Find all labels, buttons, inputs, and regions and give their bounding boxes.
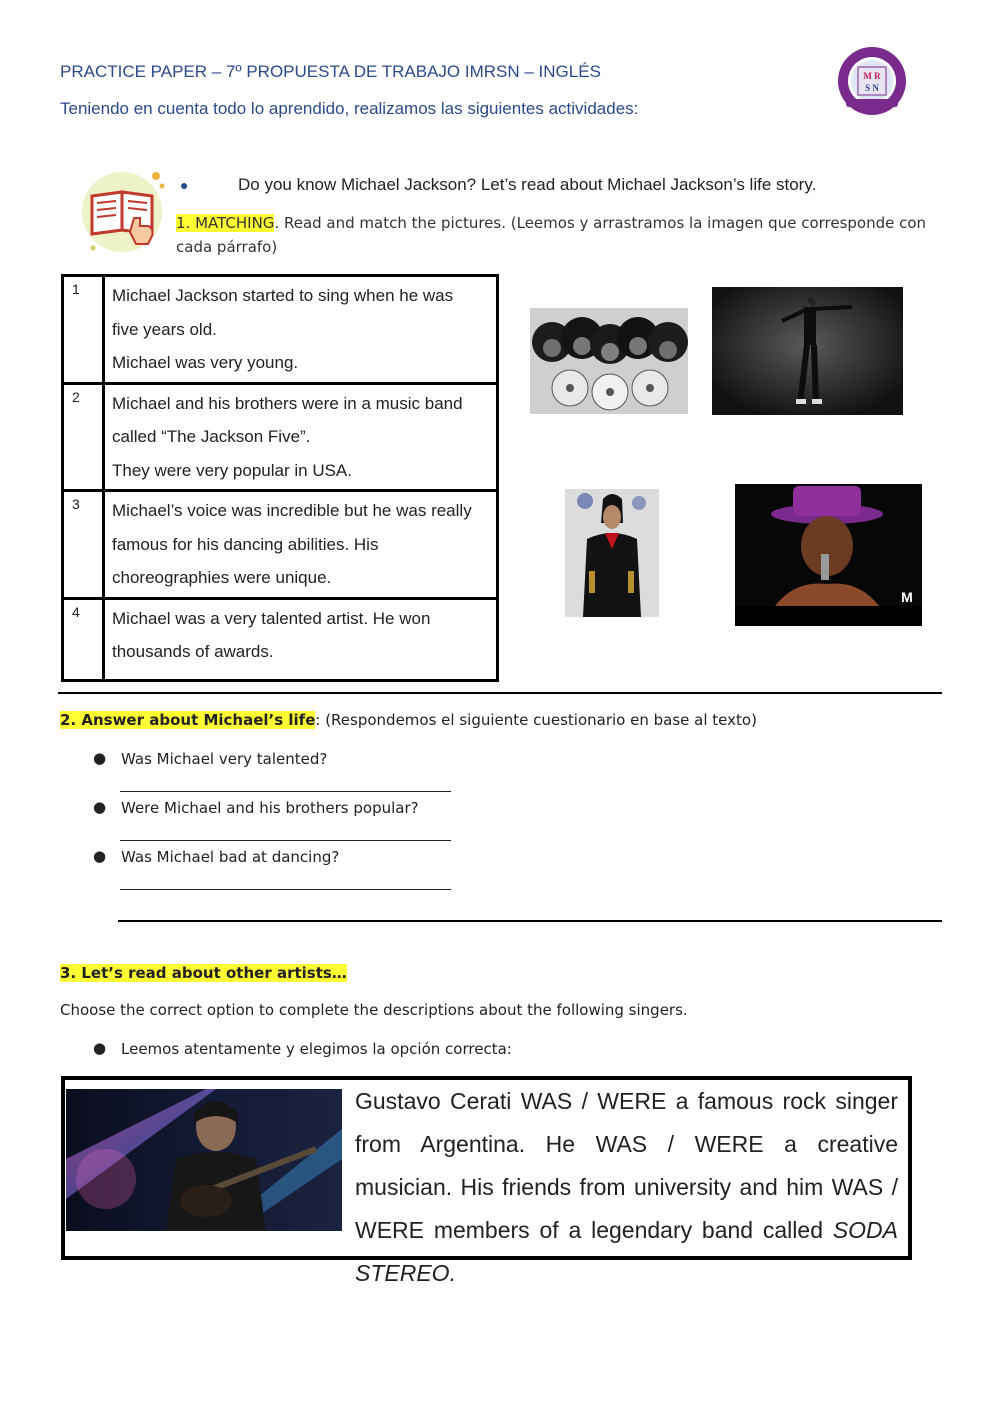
page-subtitle: Teniendo en cuenta todo lo aprendido, realizamos las siguientes actividades: (60, 99, 639, 118)
matching-instruction: 1. MATCHING. Read and match the pictures. (Leemos y arrastramos la imagen que corresponde con cada párrafo) (176, 214, 927, 256)
bullet-icon: ● (93, 1039, 107, 1057)
table-row (63, 383, 498, 491)
divider (58, 692, 942, 694)
bullet-icon: ● (93, 749, 107, 767)
row-number: 4 (63, 598, 104, 680)
divider (118, 920, 942, 922)
question-item: ● Were Michael and his brothers popular? (93, 798, 419, 817)
matching-label: 1. MATCHING (176, 214, 275, 232)
row-number: 1 (63, 276, 104, 384)
section3-heading: 3. Let’s read about other artists… (60, 964, 347, 982)
jackson-five-photo[interactable] (530, 308, 688, 414)
bullet-icon: ● (93, 847, 107, 865)
row-number: 3 (63, 491, 104, 599)
michael-dancing-photo[interactable] (712, 287, 903, 415)
section2-heading: 2. Answer about Michael’s life: (Respondemos el siguiente cuestionario en base al texto) (60, 711, 757, 729)
school-logo (836, 45, 908, 117)
table-row (63, 276, 498, 384)
intro-question: ● Do you know Michael Jackson? Let’s read about Michael Jackson’s life story. (180, 175, 817, 194)
bullet-icon: ● (93, 798, 107, 816)
answer-line[interactable] (120, 889, 451, 890)
table-row (63, 598, 498, 680)
section2-label: 2. Answer about Michael’s life (60, 711, 316, 729)
cerati-paragraph: Gustavo Cerati WAS / WERE a famous rock singer from Argentina. He WAS / WERE a creative musician. His friends from university and him WAS / WERE members of a legendary band called SODA STEREO. (355, 1088, 898, 1286)
michael-awards-photo[interactable] (565, 489, 659, 617)
bullet-icon: ● (180, 177, 189, 193)
question-item: ● Was Michael bad at dancing? (93, 847, 340, 866)
svg-text:S N: S N (865, 83, 879, 93)
row-text: Michael was a very talented artist. He won thousands of awards. (104, 598, 498, 680)
answer-line[interactable] (120, 840, 451, 841)
row-text: Michael Jackson started to sing when he was five years old. Michael was very young. (104, 276, 498, 384)
answer-line[interactable] (120, 791, 451, 792)
matching-table (61, 274, 499, 682)
reading-book-icon (78, 166, 170, 254)
row-number: 2 (63, 383, 104, 491)
section3-instruction: Choose the correct option to complete the descriptions about the following singers. (60, 1001, 688, 1019)
svg-text:M: M (901, 589, 913, 605)
page-title: PRACTICE PAPER – 7º PROPUESTA DE TRABAJO IMRSN – INGLÉS (60, 62, 601, 81)
section3-bullet: ● Leemos atentamente y elegimos la opción correcta: (93, 1039, 512, 1058)
row-text: Michael’s voice was incredible but he was really famous for his dancing abilities. His choreographies were unique. (104, 491, 498, 599)
band-name: SODA STEREO. (355, 1217, 898, 1286)
question-item: ● Was Michael very talented? (93, 749, 328, 768)
svg-text:M R: M R (863, 71, 881, 81)
young-michael-photo[interactable] (735, 484, 922, 626)
table-row (63, 491, 498, 599)
row-text: Michael and his brothers were in a music band called “The Jackson Five”. They were very popular in USA. (104, 383, 498, 491)
gustavo-cerati-photo (66, 1089, 342, 1231)
